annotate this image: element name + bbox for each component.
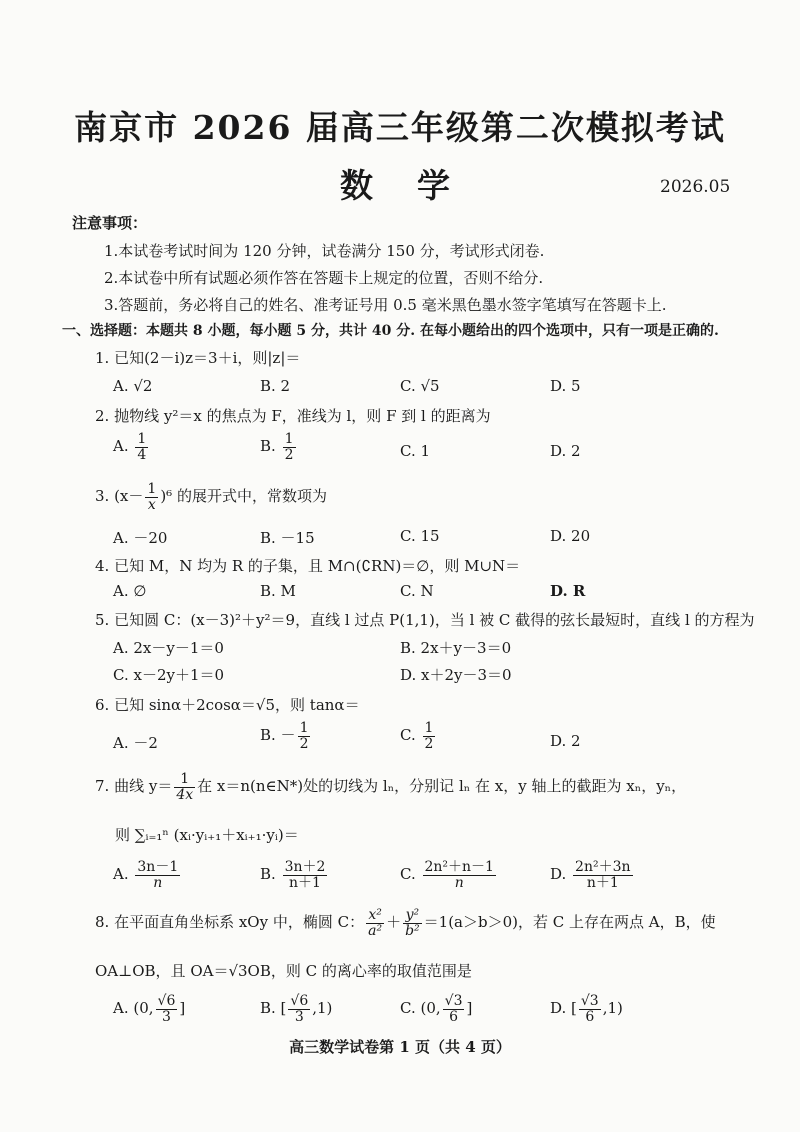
question-3-stem xyxy=(95,482,327,512)
option-suffix: ,1) xyxy=(602,999,623,1018)
question-1-stem: 1. 已知(2－i)z＝3＋i，则|z|＝ xyxy=(95,349,301,367)
numerator: √6 xyxy=(290,993,309,1009)
q1-option-b: B. 2 xyxy=(260,377,291,395)
denominator: 2 xyxy=(424,735,434,752)
denominator: 4 xyxy=(137,446,147,463)
option-label: D. [ xyxy=(550,999,577,1018)
denominator: n xyxy=(454,874,464,891)
exam-date: 2026.05 xyxy=(660,177,731,197)
fraction xyxy=(298,721,311,751)
stem-text: 8. 在平面直角坐标系 xOy 中，椭圆 C： xyxy=(95,913,365,932)
option-label: B. [ xyxy=(260,999,287,1018)
denominator: 2 xyxy=(299,735,309,752)
q7-option-a xyxy=(113,860,182,890)
numerator: √3 xyxy=(580,993,599,1009)
fraction xyxy=(366,908,384,938)
option-label: B. － xyxy=(260,726,296,745)
denominator: 3 xyxy=(294,1008,304,1025)
q6-option-a: A. －2 xyxy=(113,734,158,752)
numerator: 1 xyxy=(137,431,147,447)
q4-option-c: C. N xyxy=(400,582,434,600)
numerator: 3n＋2 xyxy=(284,859,326,875)
stem-text: 在 x＝n(n∈N*)处的切线为 lₙ，分别记 lₙ 在 x，y 轴上的截距为 xₙ，yₙ， xyxy=(197,777,687,796)
fraction xyxy=(423,860,496,890)
notice-item: 2.本试卷中所有试题必须作答在答题卡上规定的位置，否则不给分. xyxy=(104,269,544,287)
denominator: 6 xyxy=(585,1008,595,1025)
fraction xyxy=(283,860,328,890)
q3-option-a: A. －20 xyxy=(113,529,168,547)
fraction xyxy=(423,721,436,751)
numerator: x² xyxy=(366,908,384,924)
denominator: b² xyxy=(405,922,420,939)
option-suffix: ,1) xyxy=(312,999,333,1018)
fraction xyxy=(579,994,601,1024)
numerator: 1 xyxy=(174,772,195,788)
q8-option-d xyxy=(550,994,623,1024)
stem-text: )⁶ 的展开式中，常数项为 xyxy=(160,487,327,506)
option-label: A. xyxy=(113,437,129,456)
q6-option-d: D. 2 xyxy=(550,732,581,750)
option-label: C. (0, xyxy=(400,999,441,1018)
q8-option-a xyxy=(113,994,185,1024)
q8-option-c xyxy=(400,994,472,1024)
fraction xyxy=(443,994,465,1024)
stem-text: 7. 曲线 y＝ xyxy=(95,777,173,796)
q2-option-d: D. 2 xyxy=(550,442,581,460)
fraction xyxy=(288,994,310,1024)
numerator: √3 xyxy=(444,993,463,1009)
fraction xyxy=(135,432,148,462)
q8-option-b xyxy=(260,994,332,1024)
option-label: A. (0, xyxy=(113,999,154,1018)
fraction xyxy=(573,860,632,890)
q5-option-b: B. 2x＋y－3＝0 xyxy=(400,639,512,657)
q2-option-b xyxy=(260,432,298,462)
question-8-stem xyxy=(95,908,716,938)
q3-option-c: C. 15 xyxy=(400,527,440,545)
q6-option-b xyxy=(260,721,312,751)
q7-option-d xyxy=(550,860,635,890)
q7-option-b xyxy=(260,860,329,890)
q4-option-b: B. M xyxy=(260,582,296,600)
question-2-stem: 2. 抛物线 y²＝x 的焦点为 F，准线为 l，则 F 到 l 的距离为 xyxy=(95,407,491,425)
denominator: 4x xyxy=(176,786,194,803)
denominator: n＋1 xyxy=(289,874,321,891)
q1-option-c: C. √5 xyxy=(400,377,440,395)
q3-option-d: D. 20 xyxy=(550,527,591,545)
fraction xyxy=(283,432,296,462)
q7-option-c xyxy=(400,860,498,890)
fraction xyxy=(135,860,180,890)
q1-option-d: D. 5 xyxy=(550,377,581,395)
numerator: 1 xyxy=(284,431,294,447)
question-8-line2: OA⊥OB，且 OA＝√3OB，则 C 的离心率的取值范围是 xyxy=(95,962,472,980)
option-label: D. xyxy=(550,865,567,884)
exam-title: 南京市 2026 届高三年级第二次模拟考试 xyxy=(74,108,726,147)
option-label: B. xyxy=(260,865,276,884)
numerator: 1 xyxy=(424,720,434,736)
option-label: A. xyxy=(113,865,129,884)
numerator: 3n－1 xyxy=(137,859,179,875)
q4-option-d: D. R xyxy=(550,582,586,600)
numerator: 1 xyxy=(147,481,157,497)
denominator: x xyxy=(147,496,156,513)
page-footer: 高三数学试卷第 1 页（共 4 页） xyxy=(289,1038,511,1056)
q6-option-c xyxy=(400,721,437,751)
question-7-stem xyxy=(95,772,686,802)
numerator: 1 xyxy=(299,720,309,736)
denominator: a² xyxy=(368,922,383,939)
stem-text: ＝1(a＞b＞0)，若 C 上存在两点 A，B，使 xyxy=(423,913,716,932)
subject-title: 数学 xyxy=(340,166,494,205)
q5-option-c: C. x－2y＋1＝0 xyxy=(113,666,225,684)
notice-item: 1.本试卷考试时间为 120 分钟，试卷满分 150 分，考试形式闭卷. xyxy=(104,242,545,260)
denominator: n xyxy=(153,874,163,891)
question-7-line2: 则 ∑ᵢ₌₁ⁿ (xᵢ·yᵢ₊₁＋xᵢ₊₁·yᵢ)＝ xyxy=(115,826,299,844)
q5-option-d: D. x＋2y－3＝0 xyxy=(400,666,512,684)
fraction xyxy=(174,772,195,802)
notice-heading: 注意事项： xyxy=(72,214,148,232)
denominator: n＋1 xyxy=(586,874,619,891)
section-heading: 一、选择题：本题共 8 小题，每小题 5 分，共计 40 分. 在每小题给出的四个选项中，只有一项是正确的. xyxy=(62,323,719,339)
fraction xyxy=(156,994,178,1024)
notice-item: 3.答题前，务必将自己的姓名、准考证号用 0.5 毫米黑色墨水签字笔填写在答题卡上. xyxy=(104,296,667,314)
denominator: 3 xyxy=(162,1008,171,1025)
denominator: 2 xyxy=(284,446,294,463)
numerator: y² xyxy=(403,908,422,924)
numerator: 2n²＋n－1 xyxy=(424,859,494,875)
option-label: C. xyxy=(400,726,416,745)
denominator: 6 xyxy=(449,1008,459,1025)
option-suffix: ] xyxy=(466,999,473,1018)
q5-option-a: A. 2x－y－1＝0 xyxy=(113,639,224,657)
question-6-stem: 6. 已知 sinα＋2cosα＝√5，则 tanα＝ xyxy=(95,696,360,714)
fraction xyxy=(145,482,158,512)
q2-option-a xyxy=(113,432,150,462)
numerator: 2n²＋3n xyxy=(575,859,631,875)
q2-option-c: C. 1 xyxy=(400,442,431,460)
option-suffix: ] xyxy=(179,999,186,1018)
q4-option-a: A. ∅ xyxy=(113,582,147,600)
q3-option-b: B. －15 xyxy=(260,529,315,547)
plus-sign: ＋ xyxy=(386,913,402,932)
option-label: C. xyxy=(400,865,416,884)
q1-option-a: A. √2 xyxy=(113,377,153,395)
question-5-stem: 5. 已知圆 C：(x－3)²＋y²＝9，直线 l 过点 P(1,1)，当 l 被 C 截得的弦长最短时，直线 l 的方程为 xyxy=(95,611,755,629)
numerator: √6 xyxy=(157,993,176,1009)
question-4-stem: 4. 已知 M，N 均为 R 的子集，且 M∩(∁RN)＝∅，则 M∪N＝ xyxy=(95,557,521,575)
stem-text: 3. (x－ xyxy=(95,487,144,506)
fraction xyxy=(403,908,422,938)
option-label: B. xyxy=(260,437,276,456)
